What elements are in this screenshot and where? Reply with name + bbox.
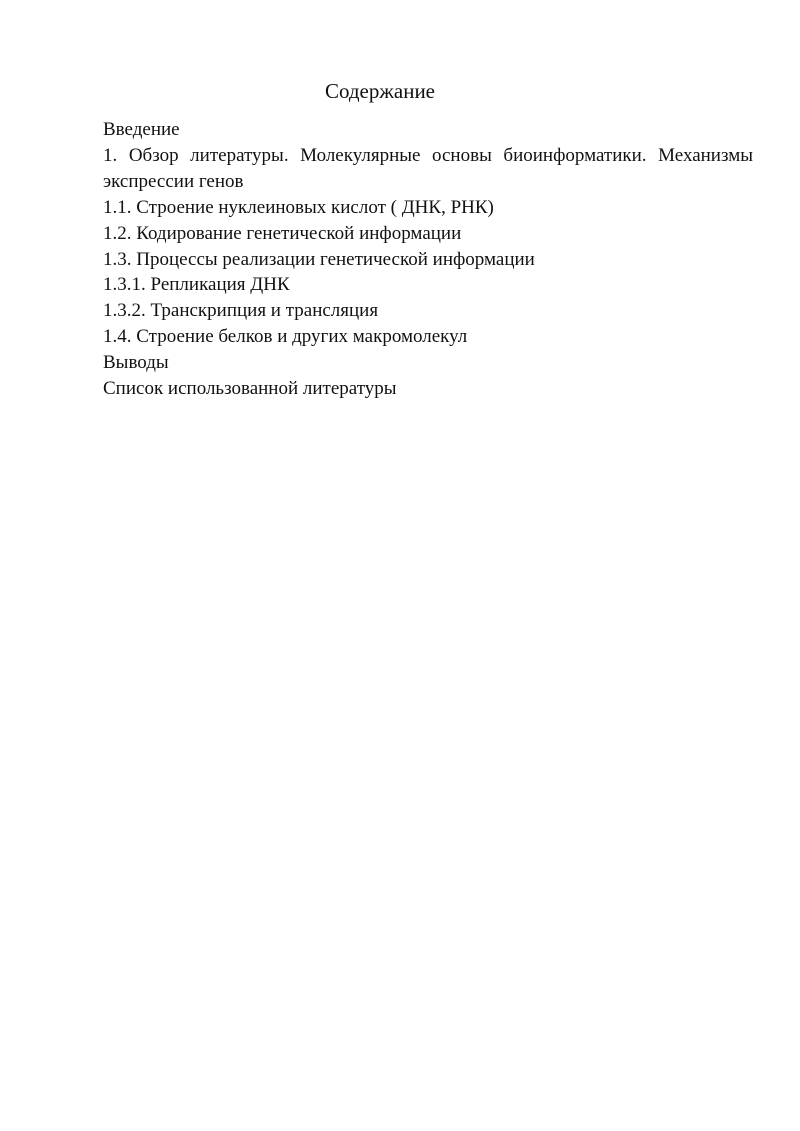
table-of-contents [103,117,753,402]
toc-entry-1: 1. Обзор литературы. Молекулярные основы биоинформатики. Механизмы экспрессии генов [103,144,753,192]
toc-entry-1-3: 1.3. Процессы реализации генетической информации [103,248,535,270]
toc-entry-1-3-2: 1.3.2. Транскрипция и трансляция [103,300,379,322]
toc-entry-1-2: 1.2. Кодирование генетической информации [103,222,462,244]
toc-entry-references: Список использованной литературы [103,378,397,400]
toc-entry-1-4: 1.4. Строение белков и других макромолекул [103,326,468,348]
toc-entry-introduction: Введение [103,119,180,140]
toc-entry-1-3-1: 1.3.1. Репликация ДНК [103,274,290,296]
page-title: Содержание [324,79,436,103]
toc-entry-1-1: 1.1. Строение нуклеиновых кислот ( ДНК, РНК) [103,196,494,218]
toc-entry-conclusions: Выводы [103,352,169,374]
